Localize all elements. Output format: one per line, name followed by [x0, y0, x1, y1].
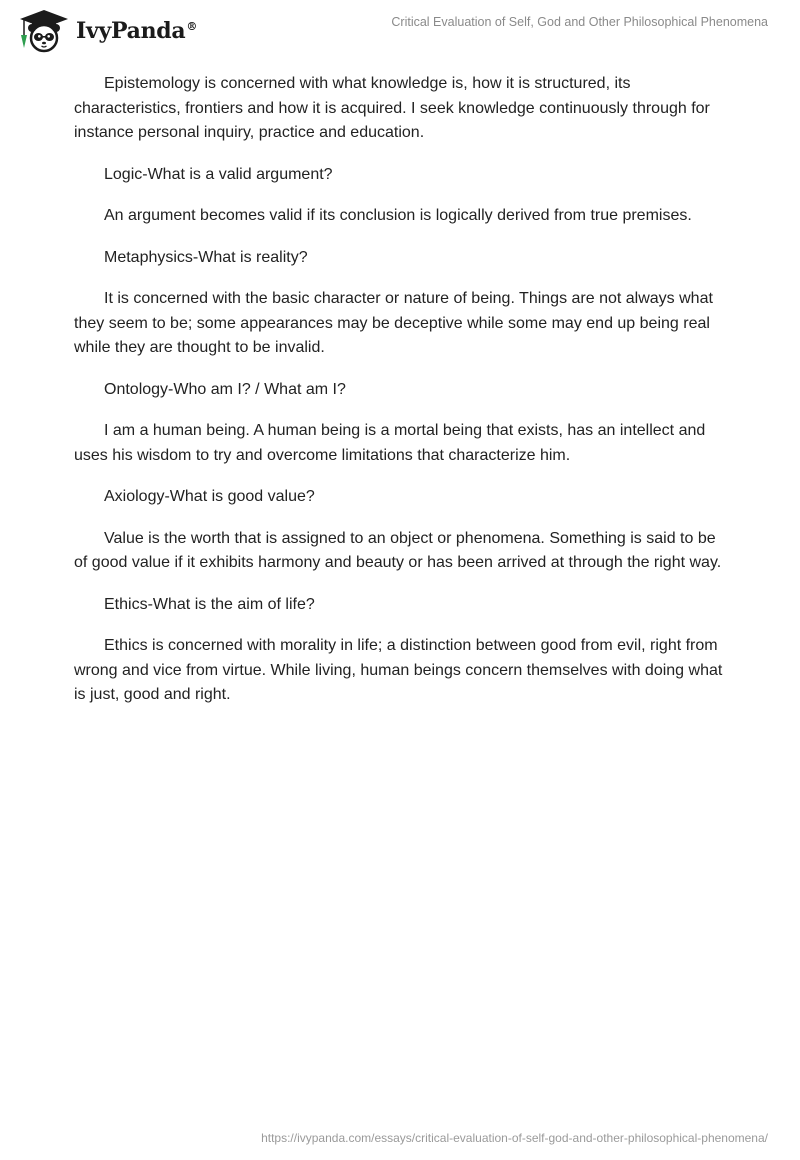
paragraph-logic: An argument becomes valid if its conclusion is logically derived from true premises.: [104, 207, 692, 224]
essay-body: [74, 72, 730, 725]
heading-metaphysics: Metaphysics-What is reality?: [104, 248, 308, 266]
heading-logic: Logic-What is a valid argument?: [104, 165, 333, 183]
paragraph-epistemology: Epistemology is concerned with what knowledge is, how it is structured, its characteristics, frontiers and how it is acquired. I seek knowledge continuously through for instance personal inquiry, practice and education.: [74, 75, 710, 141]
paragraph-axiology: Value is the worth that is assigned to an object or phenomena. Something is said to be of good value if it exhibits harmony and beauty or has been arrived at through the right way.: [74, 529, 722, 571]
paragraph-metaphysics: It is concerned with the basic character or nature of being. Things are not always what they seem to be; some appearances may be deceptive while some may end up being real while they are thought to be invalid.: [74, 290, 713, 356]
heading-ethics: Ethics-What is the aim of life?: [104, 595, 315, 613]
heading-axiology: Axiology-What is good value?: [104, 488, 315, 505]
brand-logo[interactable]: [16, 8, 197, 54]
paragraph-ethics: Ethics is concerned with morality in life; a distinction between good from evil, right from wrong and vice from virtue. While living, human beings concern themselves with doing what is just, good and right.: [74, 637, 723, 703]
paragraph-ontology: I am a human being. A human being is a mortal being that exists, has an intellect and uses his wisdom to try and overcome limitations that characterize him.: [74, 422, 706, 464]
page-header: [0, 0, 800, 60]
panda-graduate-icon: [16, 8, 72, 54]
brand-name: IvyPanda®: [76, 18, 198, 44]
source-url[interactable]: https://ivypanda.com/essays/critical-evaluation-of-self-god-and-other-philosophical-phenomena/: [261, 1131, 768, 1145]
document-title: Critical Evaluation of Self, God and Other Philosophical Phenomena: [391, 15, 768, 29]
heading-ontology: Ontology-Who am I? / What am I?: [104, 380, 346, 398]
